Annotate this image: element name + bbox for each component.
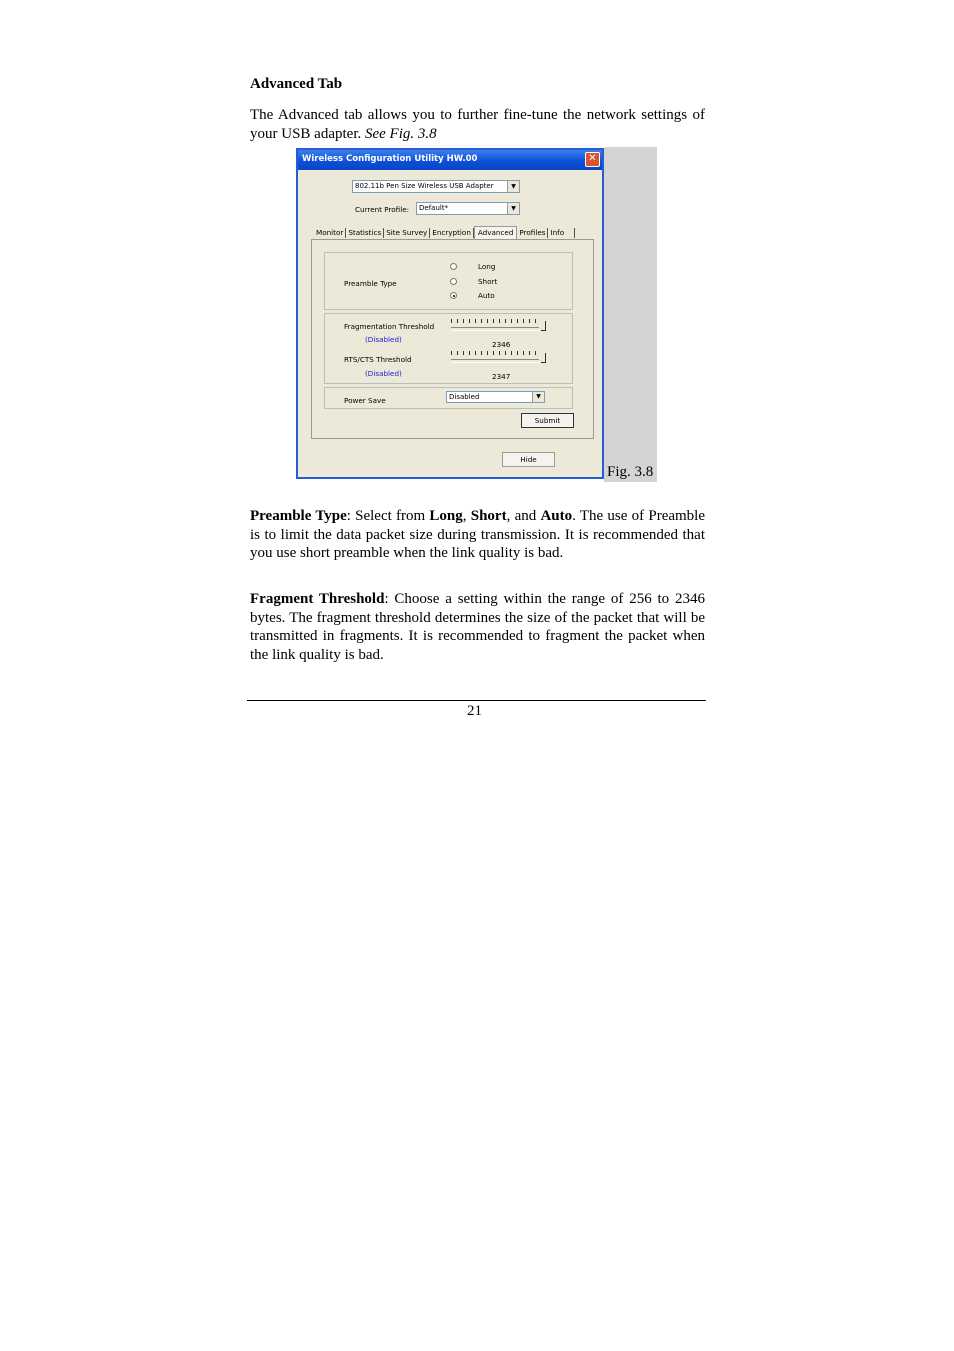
tab-advanced[interactable]: Advanced	[474, 226, 518, 239]
chevron-down-icon: ▼	[507, 181, 519, 192]
submit-button[interactable]: Submit	[521, 413, 574, 428]
intro-text: The Advanced tab allows you to further fine-tune the network settings of your USB adapter.	[250, 107, 705, 142]
figure-caption: Fig. 3.8	[607, 464, 654, 480]
threshold-group	[324, 313, 573, 384]
power-save-select[interactable]	[446, 391, 545, 403]
preamble-auto-radio[interactable]	[450, 292, 457, 299]
adapter-select-value: 802.11b Pen Size Wireless USB Adapter	[355, 182, 494, 190]
figure-shadow	[604, 147, 657, 482]
preamble-long-radio[interactable]	[450, 263, 457, 270]
fragment-text: : Choose a setting within the range of 256 to 2346 bytes. The fragment threshold determines the size of the packet that will be transmitted in fragments. It is recommended to fragment the packet when the link quality is bad.	[250, 591, 705, 663]
preamble-short-term: Short	[470, 508, 507, 524]
window-title: Wireless Configuration Utility HW.00	[302, 154, 478, 164]
power-save-label: Power Save	[344, 396, 386, 405]
fragment-term: Fragment Threshold	[250, 591, 385, 607]
wireless-config-window	[296, 148, 604, 479]
current-profile-label: Current Profile:	[355, 205, 410, 214]
slider-track	[451, 359, 539, 363]
tab-monitor[interactable]: Monitor	[314, 228, 346, 238]
slider-ticks	[451, 319, 541, 323]
preamble-auto-label: Auto	[478, 291, 495, 300]
current-profile-select[interactable]	[416, 202, 520, 215]
title-bar[interactable]	[298, 150, 602, 170]
preamble-group	[324, 252, 573, 310]
fragmentation-threshold-label: Fragmentation Threshold	[344, 322, 435, 331]
hide-button[interactable]: Hide	[502, 452, 555, 467]
figure-reference: See Fig. 3.8	[364, 125, 437, 142]
preamble-short-label: Short	[478, 277, 498, 286]
adapter-select[interactable]	[352, 180, 520, 193]
slider-ticks	[451, 351, 541, 355]
preamble-text-1: : Select from	[346, 508, 430, 524]
tab-info[interactable]: Info	[548, 228, 575, 238]
intro-paragraph	[250, 106, 705, 143]
preamble-paragraph	[250, 507, 705, 563]
fragmentation-slider[interactable]	[451, 319, 546, 333]
preamble-text-3: , and	[506, 508, 541, 524]
tab-encryption[interactable]: Encryption	[430, 228, 474, 238]
preamble-type-label: Preamble Type	[344, 279, 397, 288]
preamble-text-4: . The use of Preamble is to limit the data packet size during transmission. It is recommended that you use short preamble when the link quality is bad.	[250, 508, 705, 561]
rts-cts-value: 2347	[492, 372, 511, 381]
slider-thumb[interactable]	[541, 353, 546, 363]
rts-cts-threshold-label: RTS/CTS Threshold	[344, 355, 412, 364]
chevron-down-icon: ▼	[532, 392, 544, 402]
tab-statistics[interactable]: Statistics	[346, 228, 384, 238]
preamble-auto-term: Auto	[540, 508, 573, 524]
preamble-long-term: Long	[429, 508, 463, 524]
advanced-tab-panel	[311, 239, 594, 439]
preamble-long-label: Long	[478, 262, 496, 271]
close-icon: ✕	[588, 153, 597, 164]
power-save-group	[324, 387, 573, 409]
slider-thumb[interactable]	[541, 321, 546, 331]
fragment-paragraph	[250, 590, 705, 664]
fragmentation-state: (Disabled)	[365, 335, 402, 344]
current-profile-value: Default*	[419, 204, 449, 212]
page-number: 21	[467, 703, 482, 719]
chevron-down-icon: ▼	[507, 203, 519, 214]
rts-cts-slider[interactable]	[451, 351, 546, 365]
fragmentation-value: 2346	[492, 340, 511, 349]
section-heading: Advanced Tab	[250, 76, 343, 92]
power-save-value: Disabled	[449, 393, 480, 401]
tab-bar	[314, 226, 575, 240]
preamble-short-radio[interactable]	[450, 278, 457, 285]
footer-rule	[247, 700, 706, 701]
preamble-term: Preamble Type	[250, 508, 347, 524]
tab-site-survey[interactable]: Site Survey	[384, 228, 430, 238]
preamble-text-2: ,	[462, 508, 471, 524]
tab-profiles[interactable]: Profiles	[517, 228, 548, 238]
rts-cts-state: (Disabled)	[365, 369, 402, 378]
slider-track	[451, 327, 539, 331]
close-button[interactable]	[585, 152, 600, 167]
